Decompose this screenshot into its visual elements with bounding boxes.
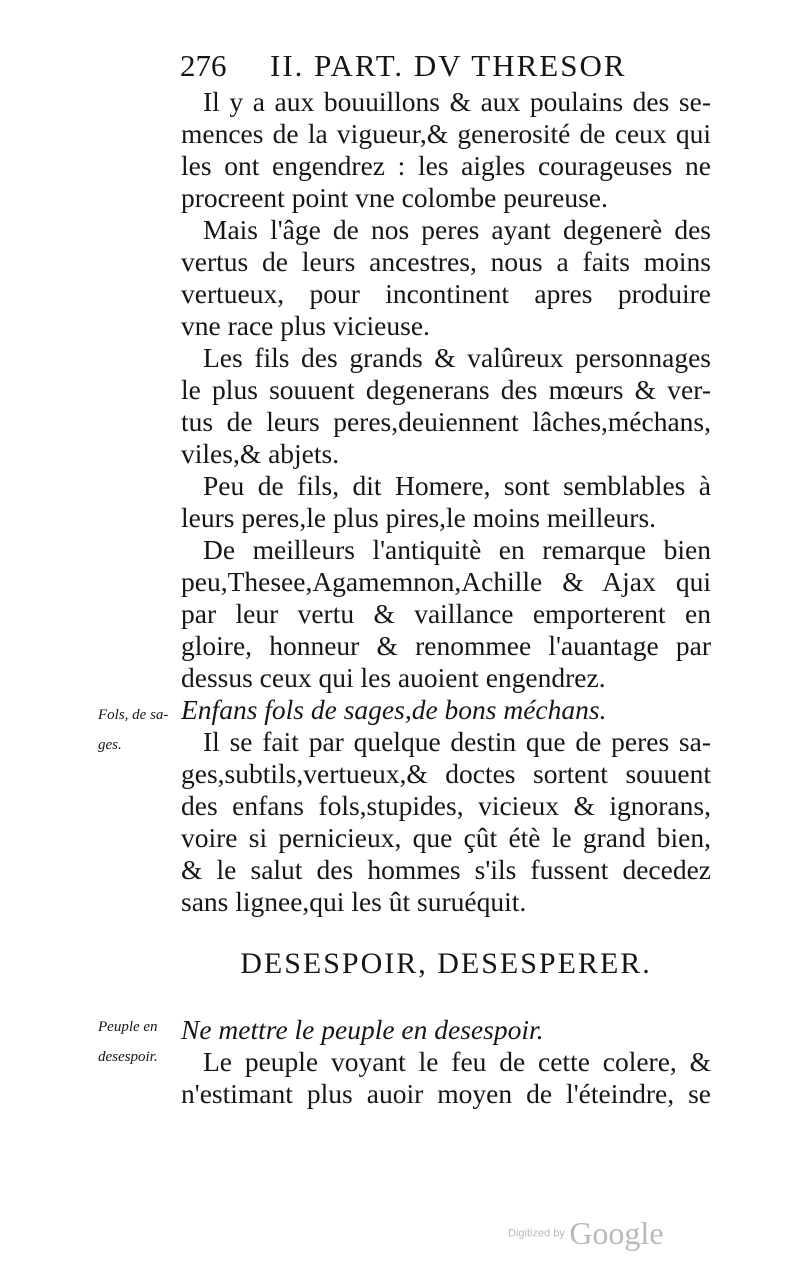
text-line: gloire, honneur & renommee l'auantage par [181, 630, 711, 661]
text-line: Les fils des grands & valûreux personnages [203, 342, 711, 373]
text-line: dessus ceux qui les auoient engendrez. [181, 662, 606, 693]
margin-note-line: Peuple en [98, 1019, 158, 1035]
text-line: n'estimant plus auoir moyen de l'éteindre, se [181, 1078, 711, 1109]
text-line: viles,& abjets. [181, 438, 340, 469]
subheading-line: Enfans fols de sages,de bons méchans. [181, 694, 607, 725]
text-line: des enfans fols,stupides, vicieux & ignorans, [181, 790, 711, 821]
running-title: II. PART. DV THRESOR [270, 48, 627, 83]
body-text-block-2 [181, 1014, 711, 1110]
page-number: 276 [180, 48, 227, 83]
text-line: le plus souuent degenerans des mœurs & ver- [181, 374, 711, 405]
margin-note-peuple [98, 1012, 188, 1072]
text-line: Il se fait par quelque destin que de peres sa- [203, 726, 711, 757]
text-line: peu,Thesee,Agamemnon,Achille & Ajax qui [181, 566, 711, 597]
text-line: Le peuple voyant le feu de cette colere, & [203, 1046, 711, 1077]
text-line: par leur vertu & vaillance emporterent en [181, 598, 711, 629]
watermark-prefix: Digitized by [508, 1227, 565, 1240]
text-line: vne race plus vicieuse. [181, 310, 430, 341]
google-logo: Google [569, 1215, 664, 1251]
section-heading-wrap [181, 948, 711, 980]
text-line: Mais l'âge de nos peres ayant degenerè des [203, 214, 711, 245]
text-line: mences de la vigueur,& generosité de ceux qui [181, 118, 711, 149]
text-line: Peu de fils, dit Homere, sont semblables à [203, 470, 711, 501]
page-header [180, 46, 660, 86]
section-heading: DESESPOIR, DESESPERER. [240, 948, 652, 980]
digitization-watermark [508, 1215, 664, 1255]
text-line: vertus de leurs ancestres, nous a faits moins [181, 246, 711, 277]
margin-note-line: Fols, de sa- [98, 707, 169, 723]
text-line: les ont engendrez : les aigles courageuses ne [181, 150, 711, 181]
text-line: & le salut des hommes s'ils fussent decedez [181, 854, 711, 885]
margin-note-line: ges. [98, 737, 122, 753]
text-line: ges,subtils,vertueux,& doctes sortent souuent [181, 758, 711, 789]
subheading-line: Ne mettre le peuple en desespoir. [181, 1014, 544, 1045]
margin-note-line: desespoir. [98, 1049, 158, 1065]
margin-note-fols [98, 700, 188, 760]
body-text-block-1 [181, 86, 711, 918]
text-line: vertueux, pour incontinent apres produire [181, 278, 711, 309]
text-line: tus de leurs peres,deuiennent lâches,méchans, [181, 406, 711, 437]
text-line: leurs peres,le plus pires,le moins meilleurs. [181, 502, 657, 533]
text-line: voire si pernicieux, que çût étè le grand bien, [181, 822, 711, 853]
text-line: Il y a aux bouuillons & aux poulains des se- [203, 86, 711, 117]
text-line: procreent point vne colombe peureuse. [181, 182, 608, 213]
text-line: De meilleurs l'antiquitè en remarque bien [203, 534, 711, 565]
text-line: sans lignee,qui les ût suruéquit. [181, 886, 527, 917]
